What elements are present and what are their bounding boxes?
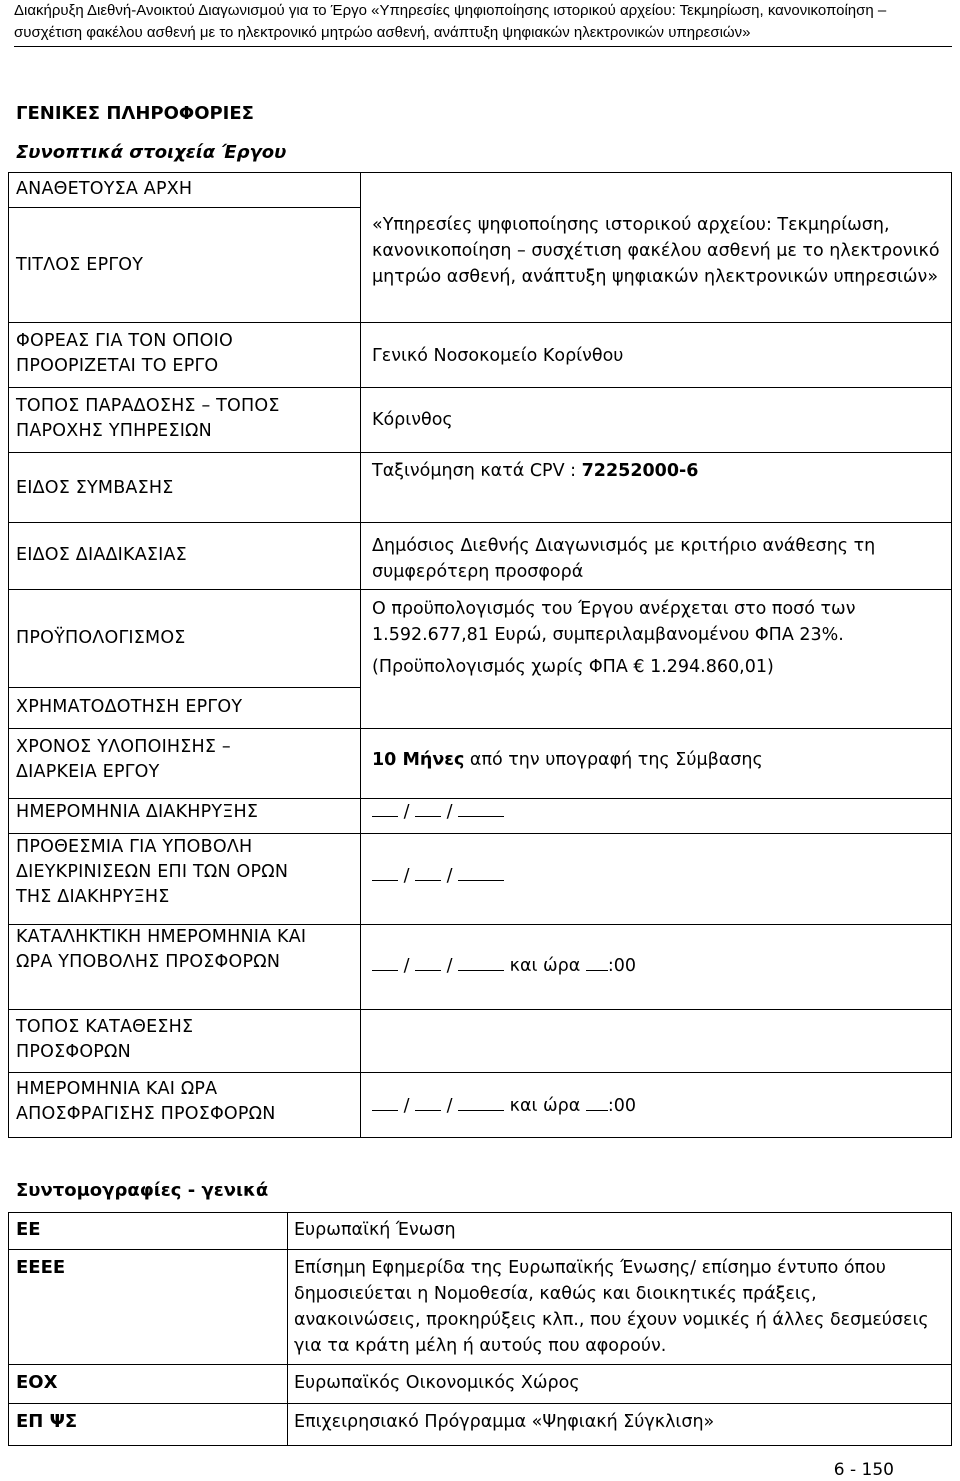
row-divider bbox=[8, 1249, 952, 1250]
value-procedure: Δημόσιος Διεθνής Διαγωνισμός με κριτήριο ανάθεσης τη συμφερότερη προσφορά bbox=[372, 536, 876, 582]
date-blank-month[interactable] bbox=[415, 862, 441, 881]
value-deadline-date: / / και ώρα :00 bbox=[372, 952, 942, 979]
abbr-definition: Επιχειρησιακό Πρόγραμμα «Ψηφιακή Σύγκλιση» bbox=[294, 1412, 715, 1432]
header-line-1: Διακήρυξη Διεθνή-Ανοικτού Διαγωνισμού για το Έργο «Υπηρεσίες ψηφιοποίησης ιστορικού αρχείου: Τεκμηρίωση, κανονικοποίηση – bbox=[14, 2, 887, 19]
table-border-right bbox=[951, 172, 952, 1138]
value-duration bbox=[372, 747, 942, 773]
time-label: και ώρα bbox=[504, 1096, 586, 1116]
abbr-definition: Ευρωπαϊκή Ένωση bbox=[294, 1220, 456, 1240]
label-clarifications: ΠΡΟΘΕΣΜΙΑ ΓΙΑ ΥΠΟΒΟΛΗ ΔΙΕΥΚΡΙΝΙΣΕΩΝ ΕΠΙ ΤΩΝ ΟΡΩΝ ΤΗΣ ΔΙΑΚΗΡΥΞΗΣ bbox=[16, 837, 289, 907]
row-divider bbox=[8, 1009, 952, 1010]
duration-months: 10 Μήνες bbox=[372, 750, 465, 770]
date-blank-day[interactable] bbox=[372, 1092, 398, 1111]
label-duration: ΧΡΟΝΟΣ ΥΛΟΠΟΙΗΣΗΣ – ΔΙΑΡΚΕΙΑ ΕΡΓΟΥ bbox=[16, 737, 231, 782]
row-divider bbox=[8, 687, 360, 688]
time-label: και ώρα bbox=[504, 956, 586, 976]
table-column-divider bbox=[360, 172, 361, 1138]
date-blank-year[interactable] bbox=[458, 952, 504, 971]
label-contract-type: ΕΙΔΟΣ ΣΥΜΒΑΣΗΣ bbox=[16, 478, 174, 498]
date-blank-year[interactable] bbox=[458, 798, 504, 817]
date-blank-day[interactable] bbox=[372, 952, 398, 971]
duration-rest: από την υπογραφή της Σύμβασης bbox=[464, 750, 763, 770]
value-contract-type bbox=[372, 458, 942, 484]
cpv-code: 72252000-6 bbox=[581, 461, 699, 481]
general-info-title: ΓΕΝΙΚΕΣ ΠΛΗΡΟΦΟΡΙΕΣ bbox=[16, 103, 254, 124]
label-submission-place: ΤΟΠΟΣ ΚΑΤΑΘΕΣΗΣ ΠΡΟΣΦΟΡΩΝ bbox=[16, 1017, 194, 1062]
abbr-definition: Επίσημη Εφημερίδα της Ευρωπαϊκής Ένωσης/ επίσημο έντυπο όπου δημοσιεύεται η Νομοθεσία, καθώς και διοικητικές πράξεις, ανακοινώσεις, προκηρύξεις κλπ., που έχουν νομικές ή άλλες δεσμεύσεις για τα κράτη μέλη ή αυτούς που αφορούν. bbox=[294, 1258, 929, 1356]
table-border-left bbox=[8, 1212, 9, 1446]
abbr-key: ΕΕΕΕ bbox=[16, 1257, 66, 1278]
budget-line-2: 1.592.677,81 Ευρώ, συμπεριλαμβανομένου ΦΠΑ 23%. bbox=[372, 625, 844, 645]
row-divider bbox=[8, 1445, 952, 1446]
date-blank-month[interactable] bbox=[415, 952, 441, 971]
row-divider bbox=[8, 1212, 952, 1213]
label-announce-date: ΗΜΕΡΟΜΗΝΙΑ ΔΙΑΚΗΡΥΞΗΣ bbox=[16, 802, 259, 822]
value-body: Γενικό Νοσοκομείο Κορίνθου bbox=[372, 346, 624, 366]
date-blank-year[interactable] bbox=[458, 1092, 504, 1111]
abbr-definition: Ευρωπαϊκός Οικονομικός Χώρος bbox=[294, 1373, 580, 1393]
summary-table bbox=[8, 172, 952, 1138]
value-place: Κόρινθος bbox=[372, 410, 453, 430]
date-blank-month[interactable] bbox=[415, 1092, 441, 1111]
value-title: «Υπηρεσίες ψηφιοποίησης ιστορικού αρχείου: Τεκμηρίωση, κανονικοποίηση – συσχέτιση φακέλου ασθενή με το ηλεκτρονικό μητρώο ασθενή, ανάπτυξη ψηφιακών ηλεκτρονικών υπηρεσιών» bbox=[372, 215, 940, 287]
row-divider bbox=[8, 1403, 952, 1404]
label-funding: ΧΡΗΜΑΤΟΔΟΤΗΣΗ ΕΡΓΟΥ bbox=[16, 697, 243, 717]
label-deadline: ΚΑΤΑΛΗΚΤΙΚΗ ΗΜΕΡΟΜΗΝΙΑ ΚΑΙ ΩΡΑ ΥΠΟΒΟΛΗΣ ΠΡΟΣΦΟΡΩΝ bbox=[16, 927, 307, 972]
date-blank-month[interactable] bbox=[415, 798, 441, 817]
row-divider bbox=[8, 452, 952, 453]
abbreviations-title: Συντομογραφίες - γενικά bbox=[16, 1180, 269, 1201]
value-opening-date: / / και ώρα :00 bbox=[372, 1092, 942, 1119]
time-blank-hour[interactable] bbox=[586, 1092, 608, 1111]
row-divider bbox=[8, 322, 952, 323]
label-body: ΦΟΡΕΑΣ ΓΙΑ ΤΟΝ ΟΠΟΙΟ ΠΡΟΟΡΙΖΕΤΑΙ ΤΟ ΕΡΓΟ bbox=[16, 331, 233, 376]
value-budget bbox=[372, 596, 942, 680]
row-divider bbox=[8, 1137, 952, 1138]
header-line-2: συσχέτιση φακέλου ασθενή με το ηλεκτρονικό μητρώο ασθενή, ανάπτυξη ψηφιακών ηλεκτρονικών υπηρεσιών» bbox=[14, 24, 751, 41]
label-budget: ΠΡΟΫΠΟΛΟΓΙΣΜΟΣ bbox=[16, 628, 186, 648]
table-border-left bbox=[8, 172, 9, 1138]
label-title: ΤΙΤΛΟΣ ΕΡΓΟΥ bbox=[16, 255, 144, 275]
row-divider bbox=[8, 833, 952, 834]
page-header bbox=[14, 0, 952, 47]
row-divider bbox=[8, 1072, 952, 1073]
abbreviations-table bbox=[8, 1212, 952, 1446]
summary-title: Συνοπτικά στοιχεία Έργου bbox=[16, 142, 287, 163]
row-divider bbox=[8, 387, 952, 388]
abbr-key: ΕΕ bbox=[16, 1219, 41, 1240]
time-blank-hour[interactable] bbox=[586, 952, 608, 971]
row-divider bbox=[8, 172, 952, 173]
row-divider bbox=[8, 522, 952, 523]
label-place: ΤΟΠΟΣ ΠΑΡΑΔΟΣΗΣ – ΤΟΠΟΣ ΠΑΡΟΧΗΣ ΥΠΗΡΕΣΙΩΝ bbox=[16, 396, 280, 441]
row-divider bbox=[8, 589, 952, 590]
abbr-key: ΕΟΧ bbox=[16, 1372, 58, 1393]
table-border-right bbox=[951, 1212, 952, 1446]
date-blank-day[interactable] bbox=[372, 862, 398, 881]
date-blank-year[interactable] bbox=[458, 862, 504, 881]
table-column-divider bbox=[287, 1212, 288, 1446]
budget-line-3: (Προϋπολογισμός χωρίς ΦΠΑ € 1.294.860,01) bbox=[372, 657, 774, 677]
cpv-prefix: Ταξινόμηση κατά CPV : bbox=[372, 461, 582, 481]
label-authority: ΑΝΑΘΕΤΟΥΣΑ ΑΡΧΗ bbox=[16, 179, 193, 199]
abbr-key: ΕΠ ΨΣ bbox=[16, 1411, 78, 1432]
row-divider bbox=[8, 1364, 952, 1365]
value-announce-date: / / bbox=[372, 798, 942, 825]
label-opening: ΗΜΕΡΟΜΗΝΙΑ ΚΑΙ ΩΡΑ ΑΠΟΣΦΡΑΓΙΣΗΣ ΠΡΟΣΦΟΡΩΝ bbox=[16, 1079, 276, 1124]
date-blank-day[interactable] bbox=[372, 798, 398, 817]
label-procedure: ΕΙΔΟΣ ΔΙΑΔΙΚΑΣΙΑΣ bbox=[16, 545, 187, 565]
page-number: 6 - 150 bbox=[833, 1460, 894, 1480]
value-clarifications-date: / / bbox=[372, 862, 942, 889]
time-suffix: :00 bbox=[607, 956, 636, 976]
budget-line-1: Ο προϋπολογισμός του Έργου ανέρχεται στο ποσό των bbox=[372, 599, 856, 619]
time-suffix: :00 bbox=[607, 1096, 636, 1116]
row-divider bbox=[8, 728, 952, 729]
row-divider bbox=[8, 207, 360, 208]
